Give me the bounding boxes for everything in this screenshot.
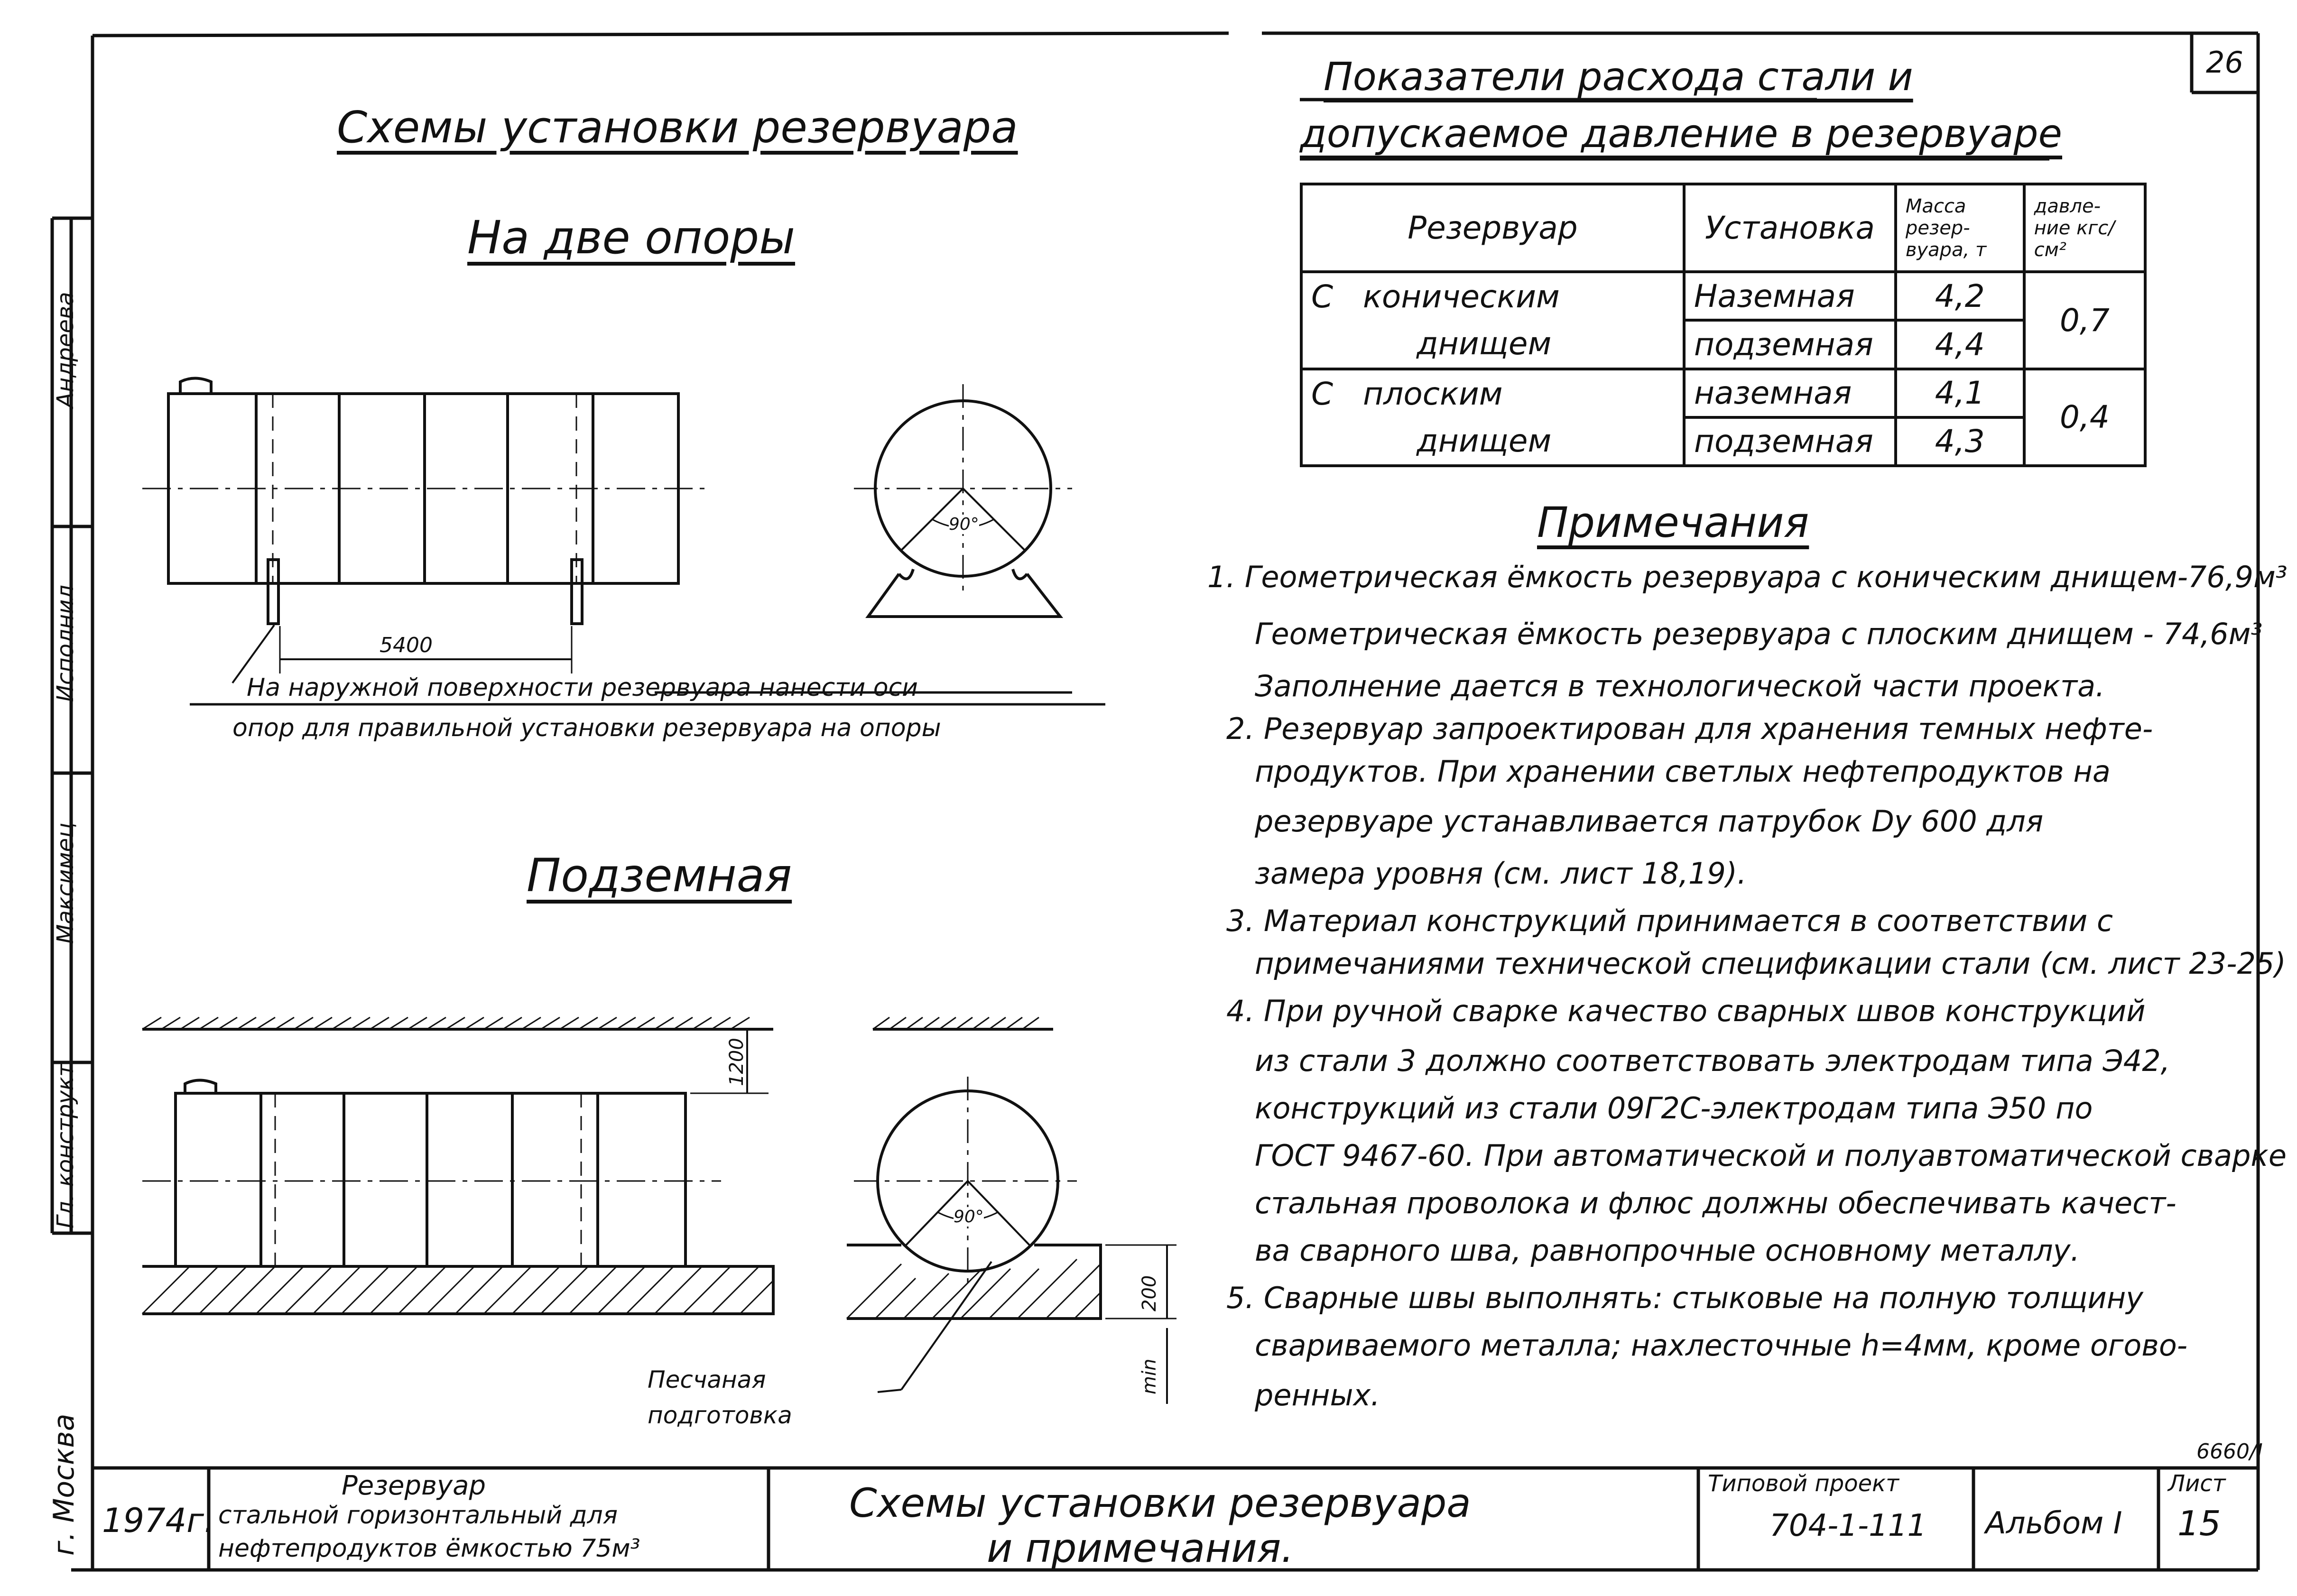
hatch-underground-side [142, 1266, 773, 1314]
install-cell: подземная [1684, 320, 1896, 369]
supports-note-line1: На наружной поверхности резервуара нанести оси [247, 673, 918, 702]
tank-letter: С [1311, 278, 1334, 315]
note-line: 1. Геометрическая ёмкость резервуара с коническим днищем-76,9м³ [1207, 560, 2288, 594]
project-label: Типовой проект [1708, 1470, 1899, 1497]
sidebar-role: Гл. конструкт [52, 1063, 79, 1228]
sidebar-role: Исполнил [52, 585, 79, 702]
dim-min: min [1139, 1358, 1160, 1394]
notes-title: Примечания [1537, 498, 1809, 547]
supports-note-line2: опор для правильной установки резервуара на опоры [232, 714, 941, 742]
header-tank: Резервуар [1301, 184, 1684, 272]
install-cell: Наземная [1684, 272, 1896, 320]
note-line: 3. Материал конструкций принимается в соответствии с [1226, 904, 2113, 938]
page-number: 26 [2206, 45, 2243, 80]
dim-1200: 1200 [726, 1038, 748, 1086]
note-line: 2. Резервуар запроектирован для хранения темных нефте- [1226, 711, 2153, 746]
object-line1: Резервуар [342, 1470, 486, 1501]
object-line2: стальной горизонтальный для [218, 1501, 618, 1530]
note-line: ГОСТ 9467-60. При автоматической и полуавтоматической сварке [1255, 1138, 2287, 1173]
note-line: из стали 3 должно соответствовать электродам типа Э42, [1255, 1043, 2170, 1078]
dimension-5400: 5400 [380, 633, 433, 657]
object-line3: нефтепродуктов ёмкостью 75м³ [218, 1534, 640, 1563]
install-cell: наземная [1684, 369, 1896, 417]
note-line: ренных. [1255, 1378, 1380, 1412]
angle-label-underground: 90° [954, 1207, 984, 1227]
table-row [1301, 272, 2145, 320]
project-number: 704-1-111 [1769, 1508, 1927, 1543]
main-title: Схемы установки резервуара [337, 102, 1018, 153]
note-line: резервуаре устанавливается патрубок Dу 600 для [1255, 804, 2044, 839]
sidebar-city: г. Москва [47, 1413, 81, 1556]
note-line: ва сварного шва, равнопрочные основному металлу. [1255, 1233, 2080, 1268]
tank-bottom-type: коническим [1363, 278, 1560, 315]
mass-cell: 4,3 [1896, 417, 2024, 466]
table-header-row [1301, 184, 2145, 272]
mass-cell: 4,2 [1896, 272, 2024, 320]
angle-label-supports: 90° [949, 515, 979, 534]
steel-table [1300, 183, 2147, 467]
header-mass: Масса резер- вуара, т [1896, 184, 2024, 272]
note-line: примечаниями технической спецификации стали (см. лист 23-25) [1255, 946, 2286, 981]
supports-subtitle: На две опоры [467, 211, 796, 264]
sand-label-line1: Песчаная [648, 1366, 766, 1393]
mass-cell: 4,1 [1896, 369, 2024, 417]
note-line: 4. При ручной сварке качество сварных швов конструкций [1226, 994, 2146, 1028]
table-title-line1: Показатели расхода стали и [1324, 55, 1913, 100]
note-line: 5. Сварные швы выполнять: стыковые на полную толщину [1226, 1281, 2143, 1315]
note-line: продуктов. При хранении светлых нефтепродуктов на [1255, 754, 2111, 789]
note-line: конструкций из стали 09Г2С-электродам типа Э50 по [1255, 1091, 2093, 1126]
sheet-label: Лист [2168, 1470, 2226, 1497]
tank-side-view-underground [142, 1017, 773, 1314]
tank-bottom-type: плоским [1363, 375, 1503, 412]
tank-letter: С [1311, 375, 1334, 412]
sheet-title-line2: и примечания. [987, 1525, 1294, 1571]
tank-cell: днищем [1301, 417, 1684, 466]
note-line: свариваемого металла; нахлесточные h=4мм, кроме огово- [1255, 1328, 2188, 1363]
note-line: Геометрическая ёмкость резервуара с плоским днищем - 74,6м³ [1255, 617, 2263, 651]
pressure-cell: 0,7 [2024, 272, 2145, 369]
sidebar-role: Максимец [52, 822, 79, 944]
sand-label-line2: подготовка [648, 1402, 792, 1429]
drawing-code: 6660/I [2196, 1439, 2263, 1464]
underground-subtitle: Подземная [527, 849, 792, 902]
pressure-cell: 0,4 [2024, 369, 2145, 466]
sidebar-role: Андреева [52, 292, 79, 408]
table-row [1301, 369, 2145, 417]
header-install: Установка [1684, 184, 1896, 272]
install-cell: подземная [1684, 417, 1896, 466]
tank-cell: днищем [1301, 320, 1684, 369]
header-pressure: давле- ние кгс/см² [2024, 184, 2145, 272]
year: 1974г. [102, 1501, 215, 1540]
tank-cell [1301, 272, 1684, 320]
table-row [1301, 417, 2145, 466]
sheet-title-line1: Схемы установки резервуара [849, 1480, 1471, 1526]
note-line: замера уровня (см. лист 18,19). [1255, 856, 1747, 891]
note-line: стальная проволока и флюс должны обеспечивать качест- [1255, 1186, 2177, 1220]
tank-end-view-underground [847, 1017, 1176, 1404]
hatch-underground-end [847, 1259, 1101, 1319]
note-line: Заполнение дается в технологической части проекта. [1255, 669, 2105, 703]
table-row [1301, 320, 2145, 369]
table-title-line2: допускаемое давление в резервуаре [1300, 111, 2063, 157]
tank-end-view-supports [854, 384, 1072, 617]
tank-cell [1301, 369, 1684, 417]
tank-side-view-supports [142, 378, 1105, 705]
mass-cell: 4,4 [1896, 320, 2024, 369]
album: Альбом I [1985, 1506, 2122, 1541]
dim-200: 200 [1139, 1275, 1160, 1311]
sheet-number: 15 [2177, 1504, 2221, 1543]
